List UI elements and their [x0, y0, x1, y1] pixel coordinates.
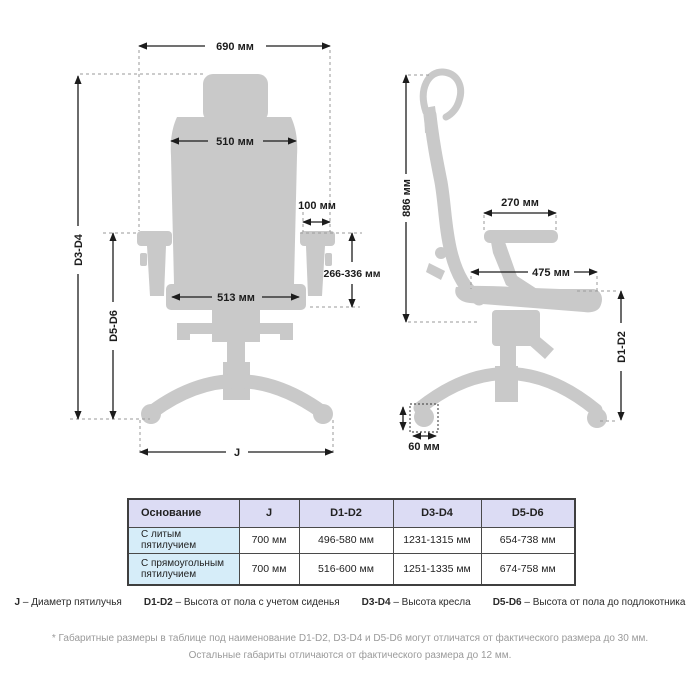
header-d3-d4: D3-D4	[393, 499, 481, 527]
cell-value: 674-758 мм	[481, 553, 575, 585]
dim-seat-depth: 475 мм	[532, 267, 570, 279]
footnote	[0, 630, 700, 664]
footnote-line-2: Остальные габариты отличаются от фактического размера до 12 мм.	[188, 650, 512, 661]
front-right-armrest-post	[306, 246, 325, 296]
cell-value: 700 мм	[239, 553, 299, 585]
legend-item-d1-d2	[144, 597, 340, 608]
table-header-row	[128, 499, 575, 527]
dim-caster-size: 60 мм	[408, 441, 440, 453]
front-left-armrest-post	[147, 246, 166, 296]
header-d1-d2: D1-D2	[299, 499, 393, 527]
legend-desc: – Высота кресла	[393, 597, 471, 608]
side-gas-lift	[500, 346, 516, 368]
dim-seat-width: 513 мм	[217, 292, 255, 304]
legend-key: D1-D2	[143, 597, 173, 608]
cell-value: 1251-1335 мм	[393, 553, 481, 585]
chair-side-view-silhouette	[414, 72, 607, 428]
legend	[0, 597, 700, 608]
cell-value: 496-580 мм	[299, 527, 393, 553]
front-mechanism-bar	[177, 323, 293, 334]
legend-key: J	[14, 597, 21, 608]
dim-overall-width: 690 мм	[216, 41, 254, 53]
front-mechanism-bracket-left	[177, 323, 190, 340]
table-row	[128, 553, 575, 585]
front-right-armrest-knob	[325, 253, 332, 266]
legend-desc: – Высота от пола до подлокотника	[524, 597, 686, 608]
cell-value: 700 мм	[239, 527, 299, 553]
dim-armrest-width: 100 мм	[298, 200, 336, 212]
front-left-caster	[141, 404, 161, 424]
front-left-armrest-pad	[137, 231, 172, 246]
legend-key: D3-D4	[361, 597, 391, 608]
dim-seat-height-label: D1-D2	[616, 331, 628, 363]
chair-front-view-silhouette	[137, 74, 335, 424]
dim-chair-height-label: D3-D4	[73, 234, 85, 266]
legend-key: D5-D6	[492, 597, 522, 608]
dim-base-diameter-label: J	[233, 447, 241, 459]
side-rear-caster	[587, 408, 607, 428]
side-adjust-knob	[435, 247, 447, 259]
cell-value: 516-600 мм	[299, 553, 393, 585]
front-mechanism-bracket-right	[280, 323, 293, 340]
dim-back-height: 886 мм	[401, 179, 413, 217]
front-right-caster	[313, 404, 333, 424]
header-j: J	[239, 499, 299, 527]
front-left-armrest-knob	[140, 253, 147, 266]
front-right-armrest-pad	[300, 231, 335, 246]
dimensions-table	[127, 498, 576, 586]
header-base: Основание	[128, 499, 239, 527]
dim-armrest-height-range: 266-336 мм	[323, 268, 381, 280]
cell-value: 1231-1315 мм	[393, 527, 481, 553]
legend-item-d3-d4	[362, 597, 471, 608]
cell-value: 654-738 мм	[481, 527, 575, 553]
row-label-rect-base: С прямоугольным пятилучием	[128, 553, 239, 585]
footnote-line-1: * Габаритные размеры в таблице под наименование D1-D2, D3-D4 и D5-D6 могут отличатся от фактического размера до 30 мм.	[51, 633, 649, 644]
dim-armrest-pad-length: 270 мм	[501, 197, 539, 209]
header-d5-d6: D5-D6	[481, 499, 575, 527]
legend-item-j	[15, 597, 122, 608]
dim-armrest-floor-label: D5-D6	[108, 310, 120, 342]
dim-backrest-width: 510 мм	[216, 136, 254, 148]
side-front-caster	[414, 407, 434, 427]
legend-item-d5-d6	[493, 597, 686, 608]
side-armrest-pad	[484, 230, 558, 243]
legend-desc: – Высота от пола с учетом сиденья	[175, 597, 340, 608]
side-adjust-lever	[426, 263, 445, 280]
front-headrest	[203, 74, 268, 122]
legend-desc: – Диаметр пятилучья	[22, 597, 122, 608]
table-row	[128, 527, 575, 553]
side-seat	[455, 286, 602, 312]
row-label-cast-base: С литым пятилучием	[128, 527, 239, 553]
